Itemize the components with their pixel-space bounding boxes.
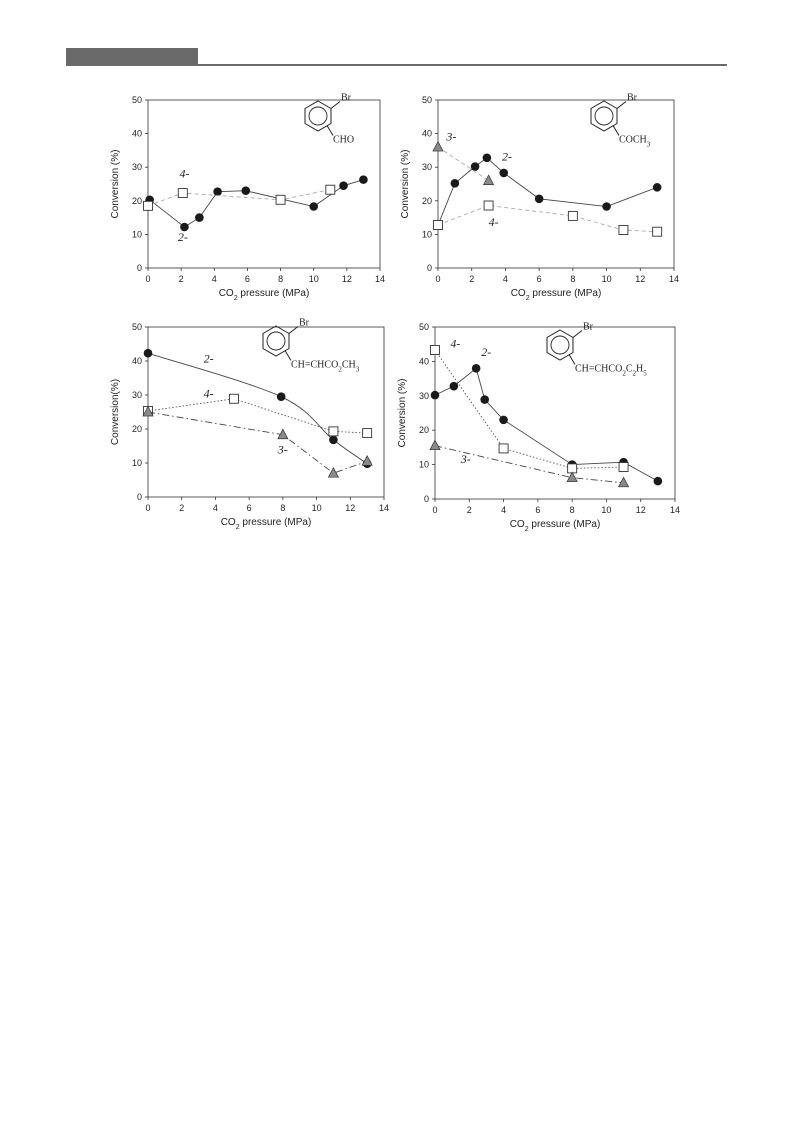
- x-tick-label: 2: [466, 505, 472, 515]
- series-line: [148, 190, 330, 206]
- series-label: 2-: [177, 230, 188, 245]
- x-tick-label: 6: [246, 503, 252, 513]
- plot-frame: [148, 327, 384, 497]
- benzene-structure: [591, 93, 651, 149]
- x-tick-label: 4: [211, 274, 217, 284]
- substituent-br: Br: [626, 92, 637, 104]
- x-tick-label: 8: [569, 505, 575, 515]
- data-point-triangle: [362, 456, 372, 466]
- x-tick-label: 14: [668, 274, 680, 284]
- benzene-structure: [305, 93, 354, 146]
- x-tick-label: 2: [179, 503, 185, 513]
- data-point-circle: [602, 202, 611, 211]
- header-rule: [66, 64, 727, 66]
- series-label: 4-: [450, 336, 461, 351]
- x-axis-title: $CO_2$ pressure (MPa): [218, 288, 310, 302]
- y-axis-title: Conversion (%): [110, 149, 121, 219]
- data-point-circle: [499, 416, 508, 425]
- y-tick-label: 50: [418, 322, 429, 332]
- series-label: 3-: [277, 442, 288, 457]
- data-point-square: [363, 429, 372, 438]
- substituent-group: $CH=CHCO_2CH_3$: [290, 359, 360, 374]
- y-tick-label: 50: [131, 322, 142, 332]
- data-point-circle: [431, 391, 440, 400]
- data-point-square: [276, 195, 285, 204]
- data-point-circle: [277, 392, 286, 401]
- aromatic-circle: [267, 332, 285, 350]
- series-label: 2-: [203, 351, 214, 366]
- x-tick-label: 6: [244, 274, 250, 284]
- substituent-group: CHO: [332, 134, 355, 146]
- br-bond: [617, 102, 626, 109]
- data-point-circle: [329, 436, 338, 445]
- series-label: 4-: [203, 386, 214, 401]
- data-point-square: [619, 226, 628, 235]
- data-point-square: [326, 185, 335, 194]
- y-tick-label: 20: [131, 424, 142, 434]
- x-tick-label: 12: [635, 505, 646, 515]
- y-tick-label: 30: [131, 390, 142, 400]
- data-point-circle: [309, 202, 318, 211]
- data-point-triangle: [328, 468, 338, 478]
- x-tick-label: 0: [145, 274, 151, 284]
- data-point-square: [568, 211, 577, 220]
- data-point-triangle: [430, 440, 440, 450]
- x-tick-label: 10: [601, 274, 612, 284]
- substituent-br: Br: [582, 321, 593, 333]
- x-tick-label: 12: [635, 274, 646, 284]
- aromatic-circle: [309, 107, 327, 125]
- benzene-structure: [263, 318, 360, 374]
- x-tick-label: 10: [311, 503, 322, 513]
- series-label: 2-: [502, 149, 513, 164]
- series-line: [438, 158, 657, 225]
- y-tick-label: 10: [131, 458, 142, 468]
- data-point-circle: [653, 183, 662, 192]
- data-point-circle: [483, 153, 492, 162]
- data-point-circle: [654, 477, 663, 486]
- series-label: 4-: [488, 215, 499, 229]
- series-label: 2-: [481, 345, 492, 360]
- chart-ch-chco2ch3: [100, 315, 400, 540]
- y-tick-label: 0: [423, 494, 429, 504]
- plot-frame: [438, 100, 674, 268]
- data-point-square: [229, 394, 238, 403]
- x-tick-label: 2: [469, 274, 475, 284]
- br-bond: [289, 327, 298, 334]
- data-point-circle: [213, 187, 222, 196]
- y-tick-label: 0: [136, 492, 142, 502]
- chart-coch3: [390, 88, 690, 308]
- y-tick-label: 40: [131, 356, 142, 366]
- data-point-square: [484, 201, 493, 210]
- y-tick-label: 20: [421, 195, 432, 206]
- data-point-circle: [359, 175, 368, 184]
- y-tick-label: 50: [421, 95, 432, 105]
- data-point-circle: [339, 181, 348, 190]
- br-bond: [331, 102, 340, 109]
- x-tick-label: 4: [501, 505, 507, 515]
- series-label: 4-: [179, 166, 190, 181]
- data-point-circle: [144, 349, 153, 358]
- x-tick-label: 4: [502, 274, 508, 284]
- x-tick-label: 10: [308, 274, 319, 284]
- benzene-structure: [547, 322, 647, 378]
- data-point-square: [431, 346, 440, 355]
- y-tick-label: 30: [421, 162, 432, 173]
- x-tick-label: 6: [536, 274, 542, 284]
- y-tick-label: 30: [418, 390, 429, 401]
- chart-ch-chco2c2h5: [388, 315, 688, 540]
- data-point-circle: [450, 382, 459, 391]
- y-tick-label: 20: [418, 425, 429, 436]
- y-tick-label: 10: [421, 229, 432, 240]
- y-tick-label: 20: [131, 195, 142, 206]
- x-tick-label: 0: [145, 503, 151, 513]
- x-tick-label: 14: [669, 505, 681, 515]
- y-tick-label: 10: [418, 459, 429, 470]
- x-tick-label: 8: [278, 274, 284, 284]
- substituent-group: $CH=CHCO_2C_2H_5$: [574, 363, 647, 378]
- x-tick-label: 2: [178, 274, 184, 284]
- br-bond: [573, 331, 582, 338]
- data-point-circle: [499, 169, 508, 178]
- y-axis-title: Conversion(%): [110, 378, 121, 446]
- y-axis-title: Conversion (%): [400, 149, 411, 219]
- y-tick-label: 0: [136, 263, 142, 273]
- y-tick-label: 10: [131, 229, 142, 240]
- x-tick-label: 14: [374, 274, 386, 284]
- y-tick-label: 40: [418, 356, 429, 367]
- series-label: 3-: [446, 129, 457, 144]
- y-tick-label: 40: [131, 128, 142, 139]
- x-tick-label: 0: [435, 274, 441, 284]
- x-tick-label: 12: [345, 503, 356, 513]
- x-tick-label: 12: [341, 274, 352, 284]
- data-point-circle: [472, 364, 481, 373]
- y-tick-label: 0: [426, 263, 432, 273]
- data-point-square: [499, 444, 508, 453]
- x-axis-title: $CO_2$ pressure (MPa): [510, 288, 602, 302]
- y-tick-label: 40: [421, 128, 432, 139]
- data-point-circle: [195, 213, 204, 222]
- data-point-circle: [480, 395, 489, 404]
- x-tick-label: 0: [432, 505, 438, 515]
- x-tick-label: 8: [280, 503, 286, 513]
- data-point-square: [144, 201, 153, 210]
- aromatic-circle: [551, 336, 569, 354]
- chart-cho: [100, 88, 400, 308]
- x-tick-label: 4: [212, 503, 218, 513]
- x-tick-label: 10: [601, 505, 612, 515]
- data-point-circle: [471, 162, 480, 171]
- y-tick-label: 30: [131, 162, 142, 173]
- substituent-br: Br: [340, 92, 351, 104]
- data-point-triangle: [484, 175, 494, 185]
- data-point-triangle: [433, 142, 443, 152]
- y-tick-label: 50: [131, 95, 142, 105]
- data-point-circle: [241, 186, 250, 195]
- x-tick-label: 14: [378, 503, 390, 513]
- data-point-circle: [451, 179, 460, 188]
- data-point-square: [329, 427, 338, 436]
- substituent-group: $COCH_3$: [618, 134, 651, 149]
- series-label: 3-: [460, 451, 471, 466]
- x-tick-label: 8: [570, 274, 576, 284]
- data-point-square: [178, 189, 187, 198]
- x-axis-title: $CO_2$ pressure (MPa): [509, 519, 601, 533]
- data-point-square: [434, 220, 443, 229]
- x-axis-title: $CO_2$ pressure (MPa): [220, 517, 312, 531]
- data-point-square: [619, 463, 628, 472]
- substituent-br: Br: [298, 317, 309, 329]
- y-axis-title: Conversion (%): [397, 378, 408, 448]
- data-point-circle: [535, 194, 544, 203]
- x-tick-label: 6: [535, 505, 541, 515]
- data-point-square: [653, 227, 662, 236]
- series-line: [438, 147, 489, 181]
- aromatic-circle: [595, 107, 613, 125]
